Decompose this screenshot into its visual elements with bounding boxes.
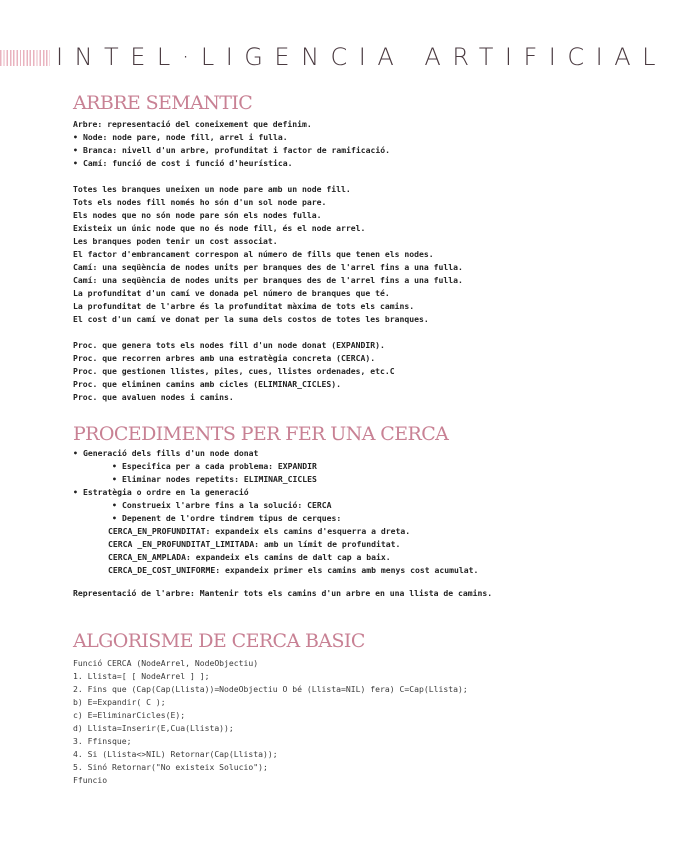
paragraph-line: El factor d'embrancament correspon al número de fills que tenen els nodes. — [73, 249, 434, 259]
section-title-algorisme: ALGORISME DE CERCA BASIC — [73, 630, 365, 652]
paragraph-line: El cost d'un camí ve donat per la suma dels costos de totes les branques. — [73, 314, 429, 324]
paragraph-line: La profunditat de l'arbre és la profunditat màxima de tots els camins. — [73, 301, 415, 311]
code-line: 5. Sinó Retornar("No existeix Solucio"); — [73, 762, 268, 772]
bullet-icon: • — [73, 145, 78, 155]
bullet-icon: • — [73, 132, 78, 142]
list-item-text: Generació dels fills d'un node donat — [83, 448, 259, 458]
paragraph-line: Totes les branques uneixen un node pare amb un node fill. — [73, 184, 351, 194]
code-line: 4. Si (Llista<>NIL) Retornar(Cap(Llista)); — [73, 749, 278, 759]
list-item-text: Construeix l'arbre fins a la solució: CERCA — [122, 500, 332, 510]
code-line: c) E=EliminarCicles(E); — [73, 710, 186, 720]
section-title-arbre: ARBRE SEMANTIC — [73, 92, 253, 114]
header-band — [0, 43, 667, 71]
paragraph-line: Camí: una seqüència de nodes units per branques des de l'arrel fins a una fulla. — [73, 262, 463, 272]
section-title-procediments: PROCEDIMENTS PER FER UNA CERCA — [73, 423, 449, 445]
code-line: b) E=Expandir( C ); — [73, 697, 166, 707]
paragraph-line: Existeix un únic node que no és node fill, és el node arrel. — [73, 223, 366, 233]
paragraph-line: Les branques poden tenir un cost associat. — [73, 236, 278, 246]
cerca-type-line: CERCA_EN_AMPLADA: expandeix els camins de dalt cap a baix. — [108, 552, 391, 562]
list-item-text: Branca: nivell d'un arbre, profunditat i factor de ramificació. — [83, 145, 390, 155]
procedure-line: Proc. que genera tots els nodes fill d'un node donat (EXPANDIR). — [73, 340, 385, 350]
page-title — [50, 43, 667, 71]
bullet-icon: • — [73, 448, 78, 458]
cerca-type-line: CERCA _EN_PROFUNDITAT_LIMITADA: amb un límit de profunditat. — [108, 539, 401, 549]
paragraph-line: Camí: una seqüència de nodes units per branques des de l'arrel fins a una fulla. — [73, 275, 463, 285]
cerca-type-line: CERCA_DE_COST_UNIFORME: expandeix primer els camins amb menys cost acumulat. — [108, 565, 479, 575]
code-line: Ffuncio — [73, 775, 108, 785]
paragraph-line: Tots els nodes fill només ho són d'un sol node pare. — [73, 197, 327, 207]
bullet-icon: • — [73, 487, 78, 497]
bullet-icon: • — [112, 500, 117, 510]
bullet-icon: • — [112, 513, 117, 523]
code-line: d) Llista=Inserir(E,Cua(Llista)); — [73, 723, 234, 733]
page-title-text: INTEL·LIGENCIA ARTIFICIAL — [50, 43, 673, 71]
bullet-icon: • — [73, 158, 78, 168]
list-item — [73, 447, 258, 460]
list-item-text: Node: node pare, node fill, arrel i fulla. — [83, 132, 288, 142]
code-line: 1. Llista=[ [ NodeArrel ] ]; — [73, 671, 210, 681]
sub-list-item — [112, 473, 317, 486]
paragraph-line: Els nodes que no són node pare són els nodes fulla. — [73, 210, 322, 220]
list-item — [73, 144, 390, 157]
arbre-intro: Arbre: representació del coneixement que definim. — [73, 119, 312, 129]
procedure-line: Proc. que gestionen llistes, piles, cues, llistes ordenades, etc.C — [73, 366, 395, 376]
procedure-line: Proc. que eliminen camins amb cicles (ELIMINAR_CICLES). — [73, 379, 342, 389]
list-item — [73, 486, 249, 499]
list-item-text: Camí: funció de cost i funció d'heurística. — [83, 158, 293, 168]
bullet-icon: • — [112, 461, 117, 471]
list-item-text: Eliminar nodes repetits: ELIMINAR_CICLES — [122, 474, 317, 484]
code-line: 3. Ffinsque; — [73, 736, 132, 746]
procedure-line: Proc. que recorren arbres amb una estratègia concreta (CERCA). — [73, 353, 376, 363]
sub-list-item — [112, 499, 332, 512]
list-item — [73, 131, 288, 144]
bullet-icon: • — [112, 474, 117, 484]
code-line: 2. Fins que (Cap(Cap(Llista))=NodeObjectiu O bé (Llista=NIL) fera) C=Cap(Llista); — [73, 684, 468, 694]
representacio-paragraph: Representació de l'arbre: Mantenir tots els camins d'un arbre en una llista de camins. — [73, 588, 493, 598]
cerca-type-line: CERCA_EN_PROFUNDITAT: expandeix els camins d'esquerra a dreta. — [108, 526, 411, 536]
sub-list-item — [112, 460, 317, 473]
list-item-text: Estratègia o ordre en la generació — [83, 487, 249, 497]
code-line: Funció CERCA (NodeArrel, NodeObjectiu) — [73, 658, 259, 668]
list-item — [73, 157, 293, 170]
list-item-text: Depenent de l'ordre tindrem tipus de cerques: — [122, 513, 342, 523]
list-item-text: Especifica per a cada problema: EXPANDIR — [122, 461, 317, 471]
sub-list-item — [112, 512, 341, 525]
paragraph-line: La profunditat d'un camí ve donada pel número de branques que té. — [73, 288, 390, 298]
procedure-line: Proc. que avaluen nodes i camins. — [73, 392, 234, 402]
